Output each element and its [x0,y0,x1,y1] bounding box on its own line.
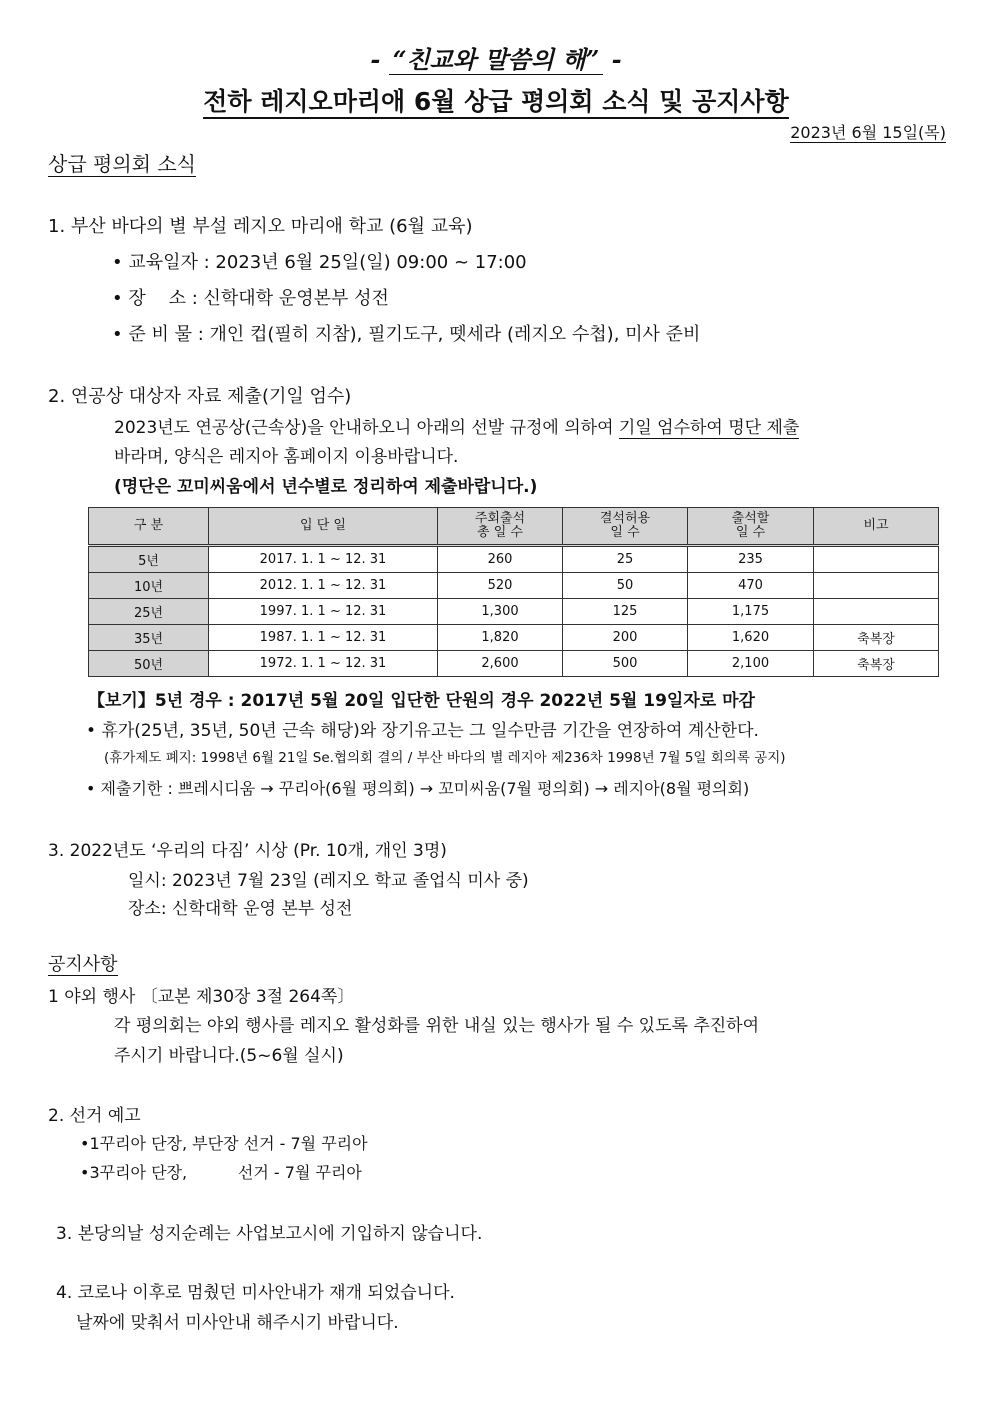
cell-category: 50년 [89,651,209,677]
notice2-title: 2. 선거 예고 [48,1106,141,1126]
cell-total-days: 1,300 [438,599,563,625]
item1-bullet-date-text: 교육일자 : 2023년 6월 25일(일) 09:00 ~ 17:00 [128,252,527,273]
table-row [89,573,939,599]
cell-remarks [814,546,939,573]
slogan-text: “친교와 말씀의 해” [389,45,604,75]
item1-bullet-supplies-text: 준 비 물 : 개인 컵(필히 지참), 필기도구, 뗏세라 (레지오 수첩), 미사 준비 [128,324,701,345]
item2-bullet-leave [86,716,759,741]
item1-title: 1. 부산 바다의 별 부설 레지오 마리애 학교 (6월 교육) [48,216,473,237]
bullet-icon: • [112,252,123,273]
header-total-days: 주회출석 총 일 수 [438,508,563,546]
cell-category: 35년 [89,625,209,651]
cell-allowed-absence: 25 [563,546,688,573]
item2-deadline-emphasis: 기일 엄수하여 명단 제출 [618,418,800,438]
cell-category: 10년 [89,573,209,599]
bullet-icon: • [112,288,123,309]
bullet-icon: • [86,721,97,741]
notice1-title: 1 야외 행사 〔교본 제30장 3절 264쪽〕 [48,987,355,1007]
section-notices-heading-text: 공지사항 [48,954,118,975]
cell-required-attendance: 1,175 [688,599,814,625]
cell-remarks: 축복장 [814,651,939,677]
cell-allowed-absence: 500 [563,651,688,677]
cell-total-days: 520 [438,573,563,599]
cell-category: 5년 [89,546,209,573]
table-header-row [89,508,939,546]
document-title-text: 전하 레지오마리애 6월 상급 평의회 소식 및 공지사항 [203,87,788,119]
item1-bullet-place [112,284,389,310]
year-slogan [0,40,992,75]
document-date [790,120,946,143]
table-row [89,546,939,573]
header-category: 구 분 [89,508,209,546]
item2-bullet-deadline [86,776,749,799]
cell-total-days: 2,600 [438,651,563,677]
notice2-line1: •1꾸리아 단장, 부단장 선거 - 7월 꾸리아 [80,1134,368,1153]
header-allowed-absence: 결석허용 일 수 [563,508,688,546]
notice4-line2: 날짜에 맞춰서 미사안내 해주시기 바랍니다. [76,1313,399,1333]
item2-note: (명단은 꼬미씨움에서 년수별로 정리하여 제출바랍니다.) [114,477,538,497]
document-title [0,82,992,118]
section-notices-heading [48,950,118,976]
item3-title: 3. 2022년도 ‘우리의 다짐’ 시상 (Pr. 10개, 개인 3명) [48,841,447,861]
slogan-dash-right: - [611,45,622,74]
cell-required-attendance: 1,620 [688,625,814,651]
item2-example: 【보기】5년 경우 : 2017년 5월 20일 입단한 단원의 경우 2022년 5월 19일자로 마감 [88,691,755,711]
notice2-line2: •3꾸리아 단장, 선거 - 7월 꾸리아 [80,1163,362,1182]
cell-total-days: 260 [438,546,563,573]
item1-bullet-supplies [112,320,700,346]
cell-required-attendance: 2,100 [688,651,814,677]
long-service-award-table [88,507,939,677]
cell-required-attendance: 470 [688,573,814,599]
cell-total-days: 1,820 [438,625,563,651]
item3-place-line: 장소: 신학대학 운영 본부 성전 [128,899,353,919]
cell-join-date: 2017. 1. 1 ~ 12. 31 [209,546,438,573]
header-required-attendance: 출석할 일 수 [688,508,814,546]
item1-bullet-date [112,248,527,274]
bullet-icon: • [86,779,96,798]
item2-bullet-deadline-text: 제출기한 : 쁘레시디움 → 꾸리아(6월 평의회) → 꼬미씨움(7월 평의회) → 레지아(8월 평의회) [100,779,750,798]
table-row [89,651,939,677]
header-remarks: 비고 [814,508,939,546]
cell-allowed-absence: 125 [563,599,688,625]
item2-paragraph-line1 [114,413,799,438]
cell-join-date: 1972. 1. 1 ~ 12. 31 [209,651,438,677]
cell-allowed-absence: 50 [563,573,688,599]
item2-title: 2. 연공상 대상자 자료 제출(기일 엄수) [48,386,352,407]
notice1-line2: 주시기 바랍니다.(5~6월 실시) [114,1046,344,1066]
cell-remarks [814,573,939,599]
bullet-icon: • [112,324,123,345]
section-council-news-heading-text: 상급 평의회 소식 [48,152,196,176]
item2-leave-note: (휴가제도 폐지: 1998년 6월 21일 Se.협의회 결의 / 부산 바다의 별 레지아 제236차 1998년 7월 5일 회의록 공지) [104,750,786,766]
cell-allowed-absence: 200 [563,625,688,651]
item2-bullet-leave-text: 휴가(25년, 35년, 50년 근속 해당)와 장기유고는 그 일수만큼 기간을 연장하여 계산한다. [101,721,759,741]
cell-join-date: 1987. 1. 1 ~ 12. 31 [209,625,438,651]
table-row [89,599,939,625]
item2-paragraph-line2: 바라며, 양식은 레지아 홈페이지 이용바랍니다. [114,447,459,467]
slogan-dash-left: - [370,45,381,74]
cell-remarks [814,599,939,625]
section-council-news-heading [48,148,196,177]
notice3: 3. 본당의날 성지순례는 사업보고시에 기입하지 않습니다. [56,1224,483,1244]
cell-remarks: 축복장 [814,625,939,651]
table-row [89,625,939,651]
notice4-line1: 4. 코로나 이후로 멈췄던 미사안내가 재개 되었습니다. [56,1283,455,1303]
cell-join-date: 2012. 1. 1 ~ 12. 31 [209,573,438,599]
item2-paragraph-text: 2023년도 연공상(근속상)을 안내하오니 아래의 선발 규정에 의하여 [114,418,619,438]
header-join-date: 입 단 일 [209,508,438,546]
cell-required-attendance: 235 [688,546,814,573]
notice1-line1: 각 평의회는 야외 행사를 레지오 활성화를 위한 내실 있는 행사가 될 수 있도록 추진하여 [114,1016,760,1036]
document-date-text: 2023년 6월 15일(목) [790,123,946,142]
cell-category: 25년 [89,599,209,625]
cell-join-date: 1997. 1. 1 ~ 12. 31 [209,599,438,625]
item1-bullet-place-text: 장 소 : 신학대학 운영본부 성전 [128,288,389,309]
item3-date-line: 일시: 2023년 7월 23일 (레지오 학교 졸업식 미사 중) [128,871,529,891]
